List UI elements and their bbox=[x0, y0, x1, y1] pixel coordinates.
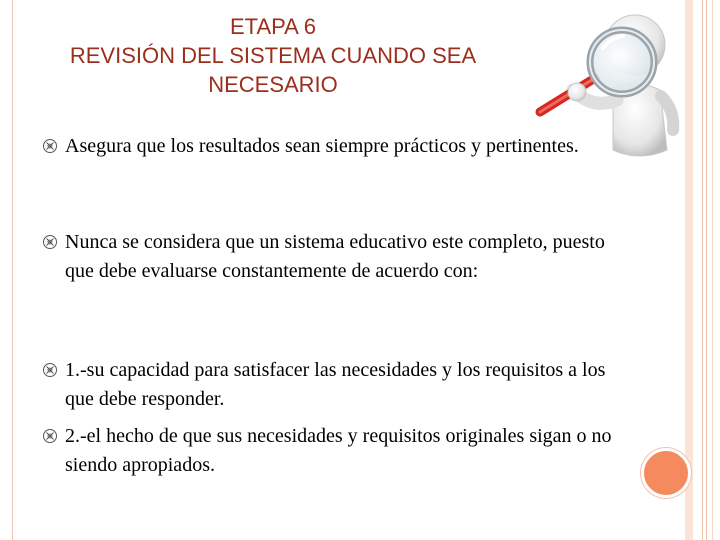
bullet-text: Asegura que los resultados sean siempre prácticos y pertinentes. bbox=[65, 135, 579, 157]
ornate-bullet-icon bbox=[42, 428, 58, 444]
bullet-item bbox=[42, 356, 612, 414]
right-decorative-rule bbox=[706, 0, 707, 540]
ornate-bullet-icon bbox=[42, 234, 58, 250]
slide-title: ETAPA 6 REVISIÓN DEL SISTEMA CUANDO SEA NECESARIO bbox=[69, 14, 477, 97]
ornate-bullet-icon bbox=[42, 362, 58, 378]
bullet-item bbox=[42, 228, 612, 286]
person-with-magnifying-glass-icon bbox=[495, 0, 695, 165]
left-decorative-rule bbox=[12, 0, 13, 540]
bullet-text: 2.-el hecho de que sus necesidades y requisitos originales sigan o no siendo apropiados. bbox=[65, 425, 612, 476]
bullet-text: 1.-su capacidad para satisfacer las necesidades y los requisitos a los que debe responder. bbox=[65, 359, 606, 410]
right-decorative-rule bbox=[702, 0, 703, 540]
bullet-text: Nunca se considera que un sistema educativo este completo, puesto que debe evaluarse constantemente de acuerdo con: bbox=[65, 231, 605, 282]
bullet-item bbox=[42, 422, 612, 480]
ornate-bullet-icon bbox=[42, 138, 58, 154]
decorative-circle bbox=[641, 448, 691, 498]
right-decorative-rule bbox=[712, 0, 713, 540]
